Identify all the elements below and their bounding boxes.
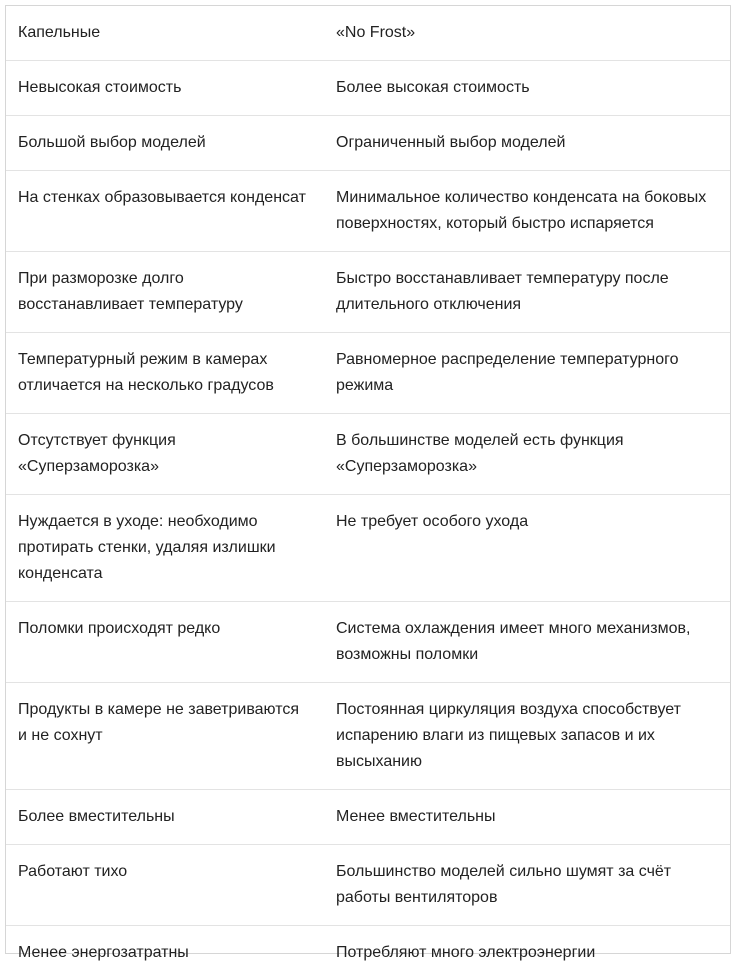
table-cell-drip: При разморозке долго восстанавливает температуру [6,252,324,333]
table-row [6,926,730,980]
table-row [6,602,730,683]
table-cell-nofrost: Потребляют много электроэнергии [324,926,730,980]
table-row [6,252,730,333]
table-row [6,683,730,790]
comparison-table-container [5,5,731,954]
table-cell-drip: Температурный режим в камерах отличается на несколько градусов [6,333,324,414]
table-cell-drip: Большой выбор моделей [6,116,324,171]
table-row [6,790,730,845]
table-cell-nofrost: Быстро восстанавливает температуру после длительного отключения [324,252,730,333]
table-row [6,6,730,61]
table-cell-nofrost: Менее вместительны [324,790,730,845]
comparison-table [6,6,730,980]
table-cell-nofrost: Система охлаждения имеет много механизмов, возможны поломки [324,602,730,683]
table-cell-drip: Работают тихо [6,845,324,926]
table-cell-drip: Невысокая стоимость [6,61,324,116]
table-cell-nofrost: «No Frost» [324,6,730,61]
table-row [6,171,730,252]
table-cell-nofrost: Не требует особого ухода [324,495,730,602]
table-cell-nofrost: Постоянная циркуляция воздуха способствует испарению влаги из пищевых запасов и их высыханию [324,683,730,790]
table-cell-drip: Менее энергозатратны [6,926,324,980]
table-row [6,61,730,116]
table-cell-drip: Поломки происходят редко [6,602,324,683]
table-cell-drip: На стенках образовывается конденсат [6,171,324,252]
table-row [6,414,730,495]
table-row [6,495,730,602]
table-cell-nofrost: В большинстве моделей есть функция «Суперзаморозка» [324,414,730,495]
table-cell-nofrost: Минимальное количество конденсата на боковых поверхностях, который быстро испаряется [324,171,730,252]
table-cell-nofrost: Более высокая стоимость [324,61,730,116]
table-cell-drip: Нуждается в уходе: необходимо протирать стенки, удаляя излишки конденсата [6,495,324,602]
table-cell-nofrost: Равномерное распределение температурного режима [324,333,730,414]
table-cell-drip: Отсутствует функция «Суперзаморозка» [6,414,324,495]
table-cell-nofrost: Ограниченный выбор моделей [324,116,730,171]
table-row [6,333,730,414]
table-row [6,845,730,926]
table-row [6,116,730,171]
table-cell-drip: Капельные [6,6,324,61]
table-cell-nofrost: Большинство моделей сильно шумят за счёт работы вентиляторов [324,845,730,926]
table-cell-drip: Продукты в камере не заветриваются и не сохнут [6,683,324,790]
table-cell-drip: Более вместительны [6,790,324,845]
